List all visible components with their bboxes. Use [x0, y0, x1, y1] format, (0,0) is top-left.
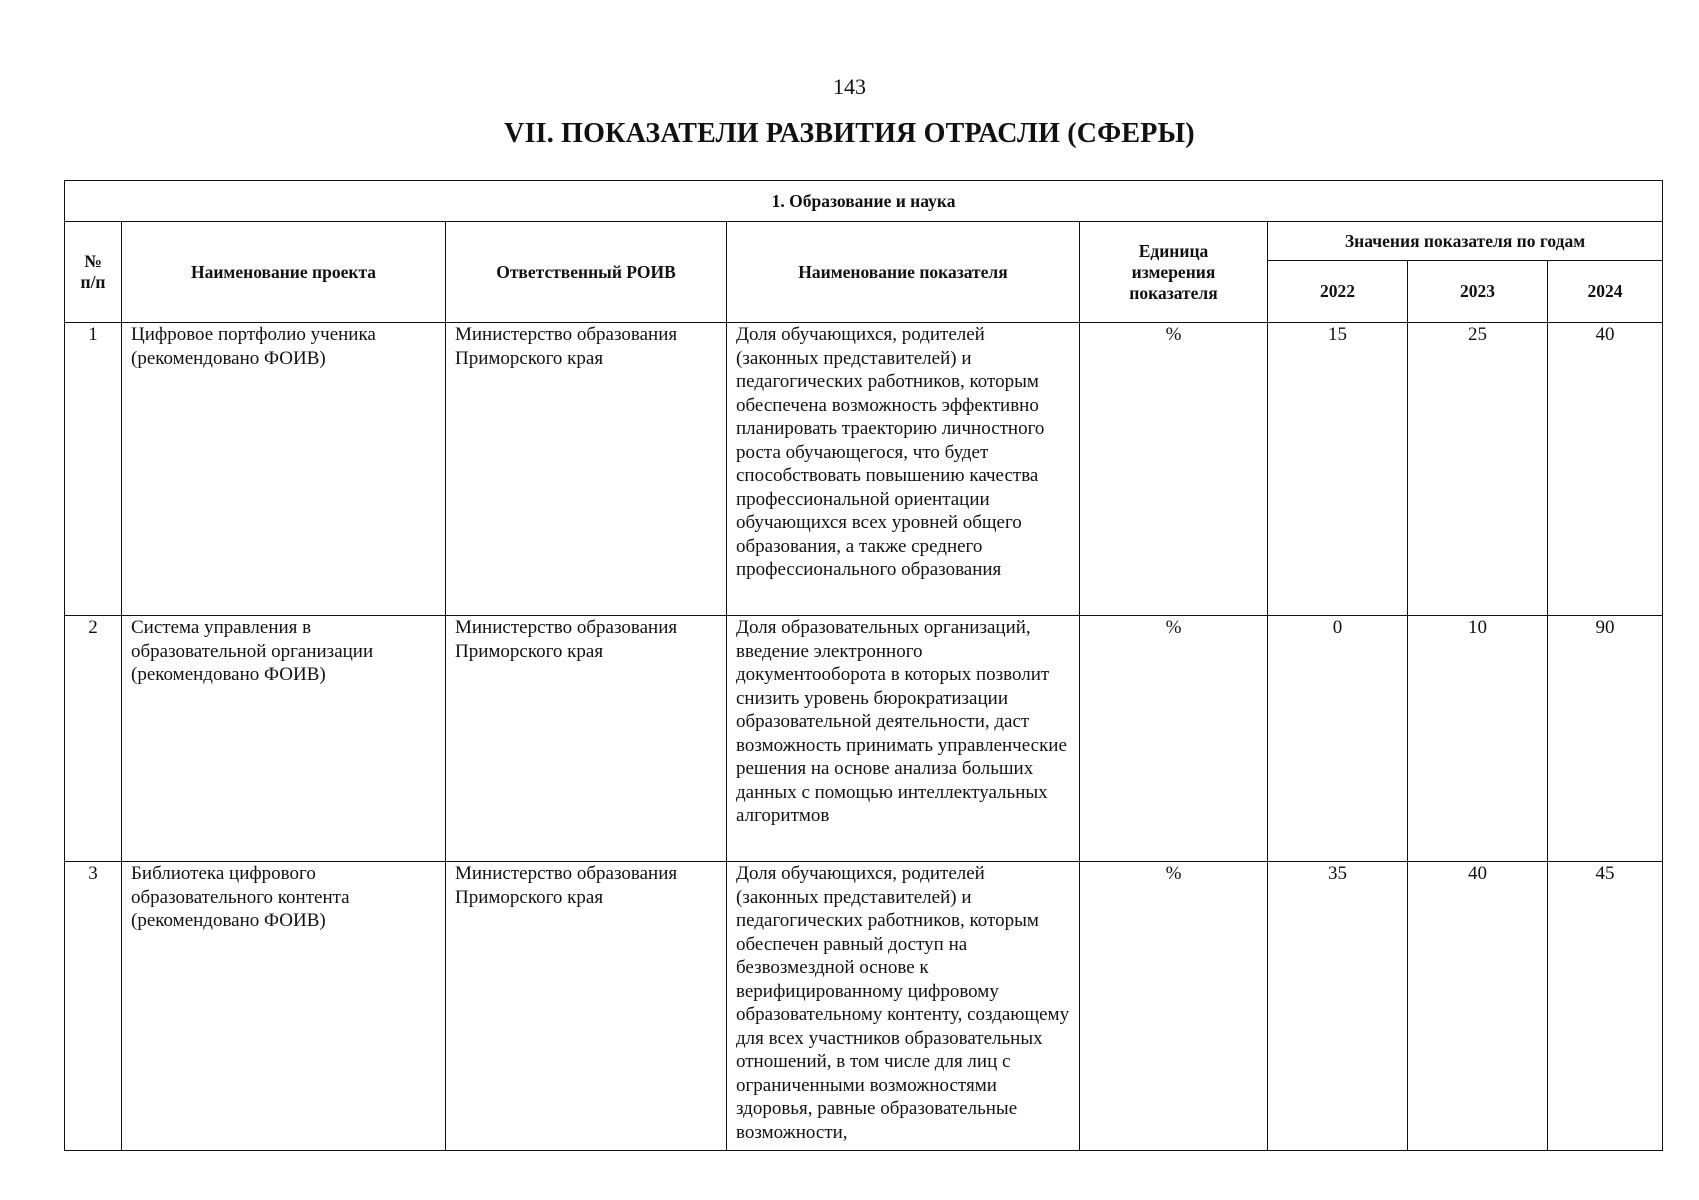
unit: %: [1080, 323, 1268, 616]
header-values-by-year: Значения показателя по годам: [1268, 222, 1663, 261]
header-indicator: Наименование показателя: [727, 222, 1080, 323]
table-row: [65, 862, 1663, 1151]
page-title: VII. ПОКАЗАТЕЛИ РАЗВИТИЯ ОТРАСЛИ (СФЕРЫ): [504, 118, 1195, 149]
responsible-roiv: Министерство образования Приморского края: [446, 862, 727, 1151]
value-2023: 10: [1408, 616, 1548, 862]
value-2024: 90: [1548, 616, 1663, 862]
header-project: Наименование проекта: [122, 222, 446, 323]
page-number: 143: [833, 74, 866, 99]
value-2023: 40: [1408, 862, 1548, 1151]
responsible-roiv: Министерство образования Приморского края: [446, 323, 727, 616]
header-year-2022: 2022: [1268, 261, 1408, 323]
project-name: Библиотека цифрового образовательного контента (рекомендовано ФОИВ): [122, 862, 446, 1151]
value-2023: 25: [1408, 323, 1548, 616]
responsible-roiv: Министерство образования Приморского края: [446, 616, 727, 862]
value-2024: 45: [1548, 862, 1663, 1151]
project-name: Система управления в образовательной организации (рекомендовано ФОИВ): [122, 616, 446, 862]
header-number-label: № п/п: [80, 251, 106, 292]
indicator-name: Доля обучающихся, родителей (законных представителей) и педагогических работников, которым обеспечена возможность эффективно планировать траекторию личностного роста обучающегося, что будет способствовать повышению качества профессиональной ориентации обучающихся всех уровней общего образования, а также среднего профессионального образования: [727, 323, 1080, 616]
value-2022: 0: [1268, 616, 1408, 862]
header-number: [65, 222, 122, 323]
header-unit: Единица измерения показателя: [1080, 222, 1268, 323]
header-year-2023: 2023: [1408, 261, 1548, 323]
row-number: 3: [65, 862, 122, 1151]
value-2022: 15: [1268, 323, 1408, 616]
unit: %: [1080, 616, 1268, 862]
row-number: 1: [65, 323, 122, 616]
project-name: Цифровое портфолио ученика (рекомендовано ФОИВ): [122, 323, 446, 616]
table-row: [65, 323, 1663, 616]
table-row: [65, 616, 1663, 862]
unit: %: [1080, 862, 1268, 1151]
section-title: 1. Образование и наука: [65, 181, 1663, 222]
header-year-2024: 2024: [1548, 261, 1663, 323]
indicator-name: Доля обучающихся, родителей (законных представителей) и педагогических работников, которым обеспечен равный доступ на безвозмездной основе к верифицированному цифровому образовательному контенту, создающему для всех участников образовательных отношений, в том числе для лиц с ограниченными возможностями здоровья, равные образовательные возможности,: [727, 862, 1080, 1151]
header-roiv: Ответственный РОИВ: [446, 222, 727, 323]
indicator-name: Доля образовательных организаций, введение электронного документооборота в которых позволит снизить уровень бюрократизации образовательной деятельности, даст возможность принимать управленческие решения на основе анализа больших данных с помощью интеллектуальных алгоритмов: [727, 616, 1080, 862]
value-2024: 40: [1548, 323, 1663, 616]
row-number: 2: [65, 616, 122, 862]
indicators-table: [64, 180, 1663, 1151]
value-2022: 35: [1268, 862, 1408, 1151]
